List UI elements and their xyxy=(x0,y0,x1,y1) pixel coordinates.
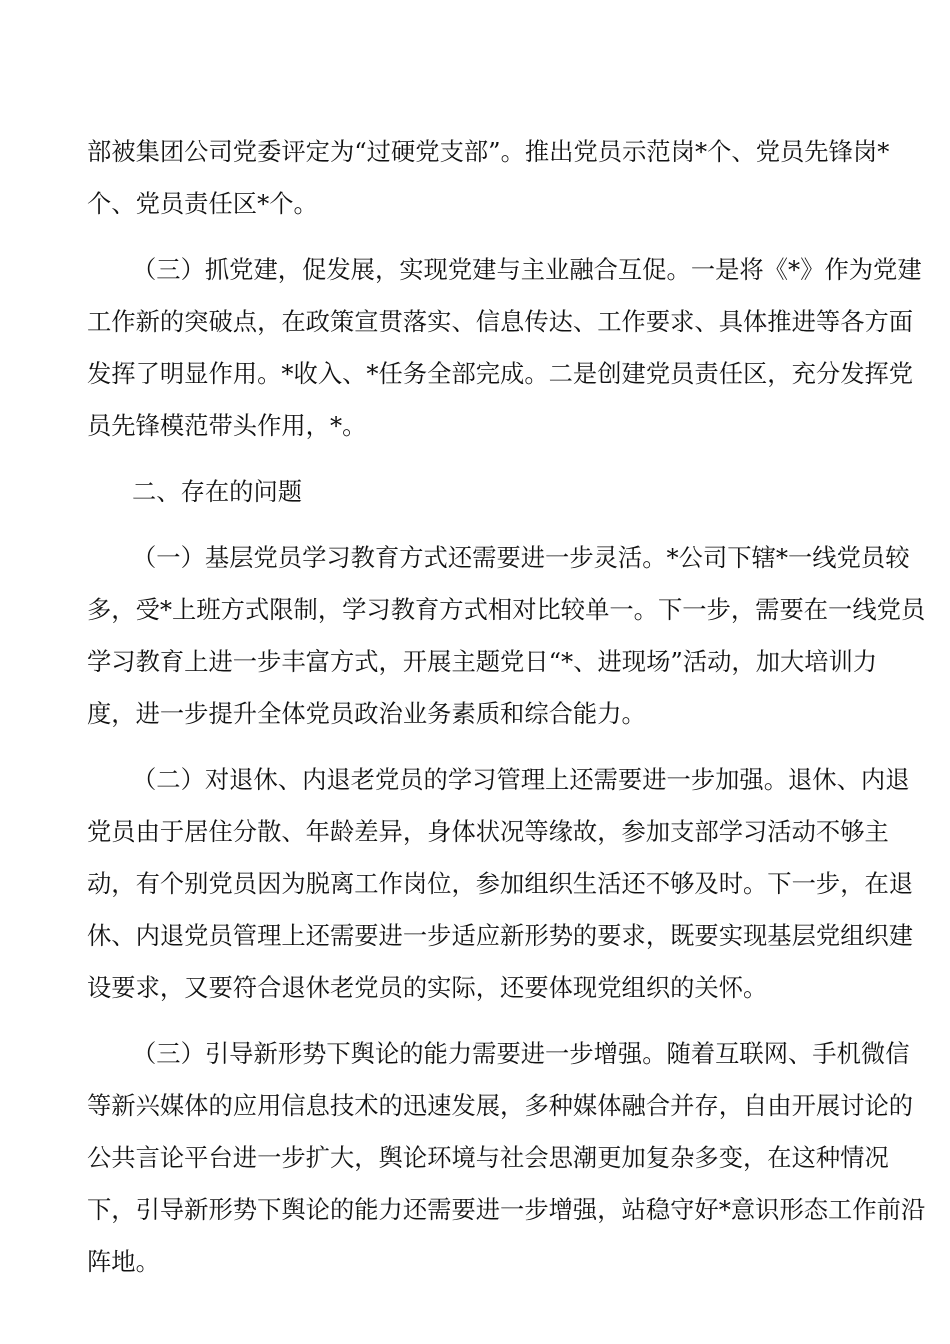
paragraph-continuation xyxy=(87,126,890,230)
text-line: 设要求，又要符合退休老党员的实际，还要体现党组织的关怀。 xyxy=(87,973,768,1002)
text-line: 部被集团公司党委评定为“过硬党支部”。推出党员示范岗*个、党员先锋岗* xyxy=(87,137,890,166)
text-line: 党员由于居住分散、年龄差异，身体状况等缘故，参加支部学习活动不够主 xyxy=(87,817,889,846)
heading-text: 二、存在的问题 xyxy=(132,477,303,506)
text-line: 多，受*上班方式限制，学习教育方式相对比较单一。下一步，需要在一线党员 xyxy=(87,595,926,624)
document-body xyxy=(87,126,926,1288)
section-heading xyxy=(87,466,863,518)
text-line: 度，进一步提升全体党员政治业务素质和综合能力。 xyxy=(87,699,646,728)
text-line: 休、内退党员管理上还需要进一步适应新形势的要求，既要实现基层党组织建 xyxy=(87,921,914,950)
text-line: 下，引导新形势下舆论的能力还需要进一步增强，站稳守好*意识形态工作前沿 xyxy=(87,1195,926,1224)
paragraph-problem-3 xyxy=(87,1028,926,1288)
text-line: 学习教育上进一步丰富方式，开展主题党日“*、进现场”活动，加大培训力 xyxy=(87,647,878,676)
paragraph-section-1-3 xyxy=(87,244,922,452)
paragraph-problem-2 xyxy=(87,754,914,1014)
text-line: 动，有个别党员因为脱离工作岗位，参加组织生活还不够及时。下一步，在退 xyxy=(87,869,914,898)
text-line: 个、党员责任区*个。 xyxy=(87,189,318,218)
paragraph-problem-1 xyxy=(87,532,926,740)
text-line: 等新兴媒体的应用信息技术的迅速发展，多种媒体融合并存，自由开展讨论的 xyxy=(87,1091,914,1120)
text-line: （一）基层党员学习教育方式还需要进一步灵活。*公司下辖*一线党员较 xyxy=(132,543,910,572)
text-line: 工作新的突破点，在政策宣贯落实、信息传达、工作要求、具体推进等各方面 xyxy=(87,307,914,336)
text-line: 员先锋模范带头作用，*。 xyxy=(87,411,367,440)
text-line: 公共言论平台进一步扩大，舆论环境与社会思潮更加复杂多变，在这种情况 xyxy=(87,1143,889,1172)
text-line: （二）对退休、内退老党员的学习管理上还需要进一步加强。退休、内退 xyxy=(132,765,910,794)
text-line: 发挥了明显作用。*收入、*任务全部完成。二是创建党员责任区，充分发挥党 xyxy=(87,359,914,388)
text-line: 阵地。 xyxy=(87,1247,160,1276)
text-line: （三）引导新形势下舆论的能力需要进一步增强。随着互联网、手机微信 xyxy=(132,1039,910,1068)
text-line: （三）抓党建，促发展，实现党建与主业融合互促。一是将《*》作为党建 xyxy=(132,255,922,284)
